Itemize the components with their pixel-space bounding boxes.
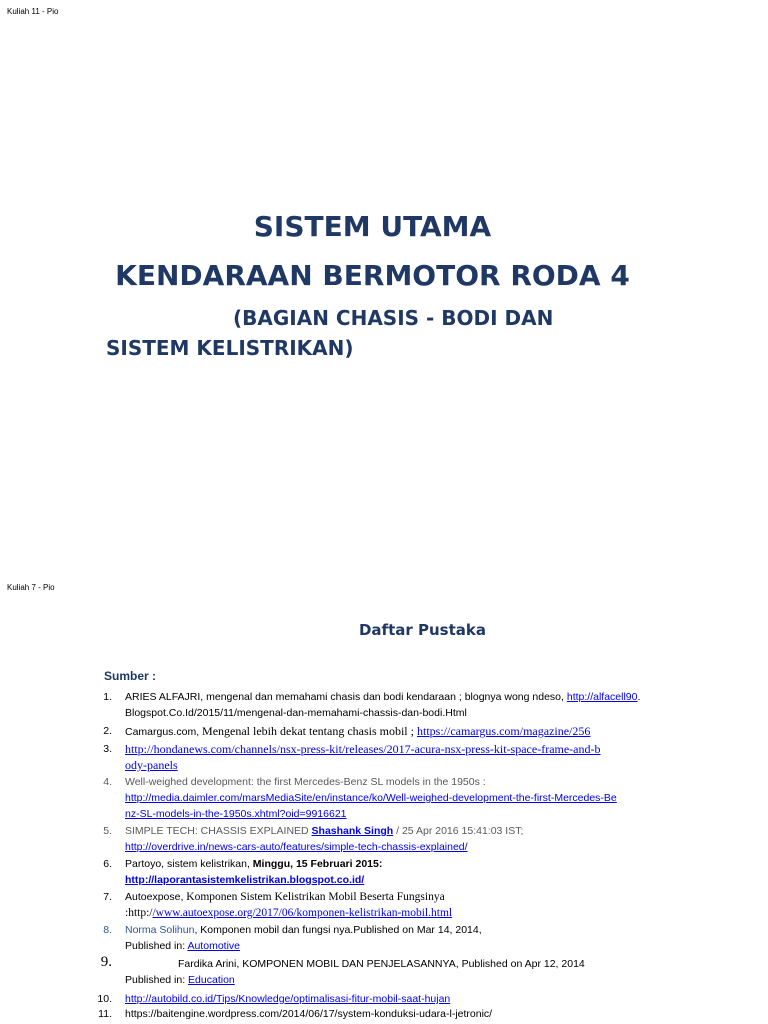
ref-text: Autoexpose,: [125, 891, 187, 903]
ref-link[interactable]: http://laporantasistemkelistrikan.blogspot.co.id/: [125, 874, 365, 886]
ref-text: Blogspot.Co.Id/2015/11/mengenal-dan-memahami-chassis-dan-bodi.Html: [125, 707, 467, 719]
ref-link[interactable]: https://camargus.com/magazine/256: [416, 724, 591, 738]
ref-number: 7.: [103, 891, 112, 903]
ref-text: Komponen Sistem Kelistrikan Mobil Beserta Fungsinya: [186, 891, 445, 903]
ref-text: Camargus.com,: [125, 726, 203, 738]
ref-link[interactable]: http://hondanews.com/channels/nsx-press-kit/releases/2017-acura-nsx-press-kit-space-frame-and-b: [125, 742, 601, 756]
title-line-1: SISTEM UTAMA: [253, 210, 492, 243]
ref-link[interactable]: http://autobild.co.id/Tips/Knowledge/optimalisasi-fitur-mobil-saat-hujan: [125, 993, 451, 1005]
ref-text: Partoyo, sistem kelistrikan,: [125, 858, 253, 870]
ref-number: 9.: [100, 954, 112, 970]
subtitle-line-1: (BAGIAN CHASIS - BODI DAN: [233, 306, 554, 330]
category-link[interactable]: Automotive: [187, 940, 240, 952]
author-name: Norma Solihun: [125, 924, 195, 936]
category-link[interactable]: Education: [188, 974, 235, 986]
ref-text: Fardika Arini, KOMPONEN MOBIL DAN PENJELASANNYA, Published on Apr 12, 2014: [178, 958, 585, 970]
ref-number: 8.: [103, 924, 112, 936]
ref-link[interactable]: nz-SL-models-in-the-1950s.xhtml?oid=9916621: [125, 808, 347, 820]
ref-number: 11.: [98, 1008, 112, 1020]
author-link[interactable]: Shashank Singh: [311, 825, 394, 837]
ref-text: Mengenal lebih dekat tentang chasis mobil ;: [202, 724, 417, 738]
ref-number: 5.: [103, 825, 112, 837]
bibliography-heading: Daftar Pustaka: [358, 621, 486, 639]
title-line-2: KENDARAAN BERMOTOR RODA 4: [115, 259, 630, 292]
ref-link[interactable]: http://overdrive.in/news-cars-auto/features/simple-tech-chassis-explained/: [125, 841, 468, 853]
ref-link[interactable]: http://media.daimler.com/marsMediaSite/en/instance/ko/Well-weighed-development-the-first-Mercedes-Be: [125, 792, 617, 804]
page-header-2: Kuliah 7 - Pio: [7, 583, 55, 592]
ref-link[interactable]: http://alfacell90: [566, 691, 638, 703]
ref-number: 4.: [103, 776, 112, 788]
ref-text: https://baitengine.wordpress.com/2014/06/17/system-konduksi-udara-l-jetronic/: [125, 1008, 493, 1020]
ref-number: 10.: [97, 993, 112, 1005]
ref-date: Minggu, 15 Februari 2015:: [252, 858, 383, 870]
ref-text: SIMPLE TECH: CHASSIS EXPLAINED: [125, 825, 312, 837]
ref-text: ARIES ALFAJRI, mengenal dan memahami chasis dan bodi kendaraan ; blognya wong ndeso,: [125, 691, 567, 703]
ref-link[interactable]: /www.autoexpose.org/2017/06/komponen-kelistrikan-mobil.html: [152, 907, 453, 919]
page-header: Kuliah 11 - Pio: [7, 7, 59, 16]
ref-text: , Komponen mobil dan fungsi nya.Published on Mar 14, 2014,: [194, 924, 482, 936]
ref-number: 3.: [103, 743, 112, 755]
ref-number: 6.: [103, 858, 112, 870]
ref-number: 2.: [103, 725, 112, 737]
subtitle-line-2: SISTEM KELISTRIKAN): [106, 336, 354, 360]
ref-number: 1.: [103, 691, 112, 703]
ref-link[interactable]: ody-panels: [125, 758, 178, 772]
ref-text: Well-weighed development: the first Mercedes-Benz SL models in the 1950s :: [125, 776, 486, 788]
sources-label: Sumber :: [104, 669, 157, 683]
